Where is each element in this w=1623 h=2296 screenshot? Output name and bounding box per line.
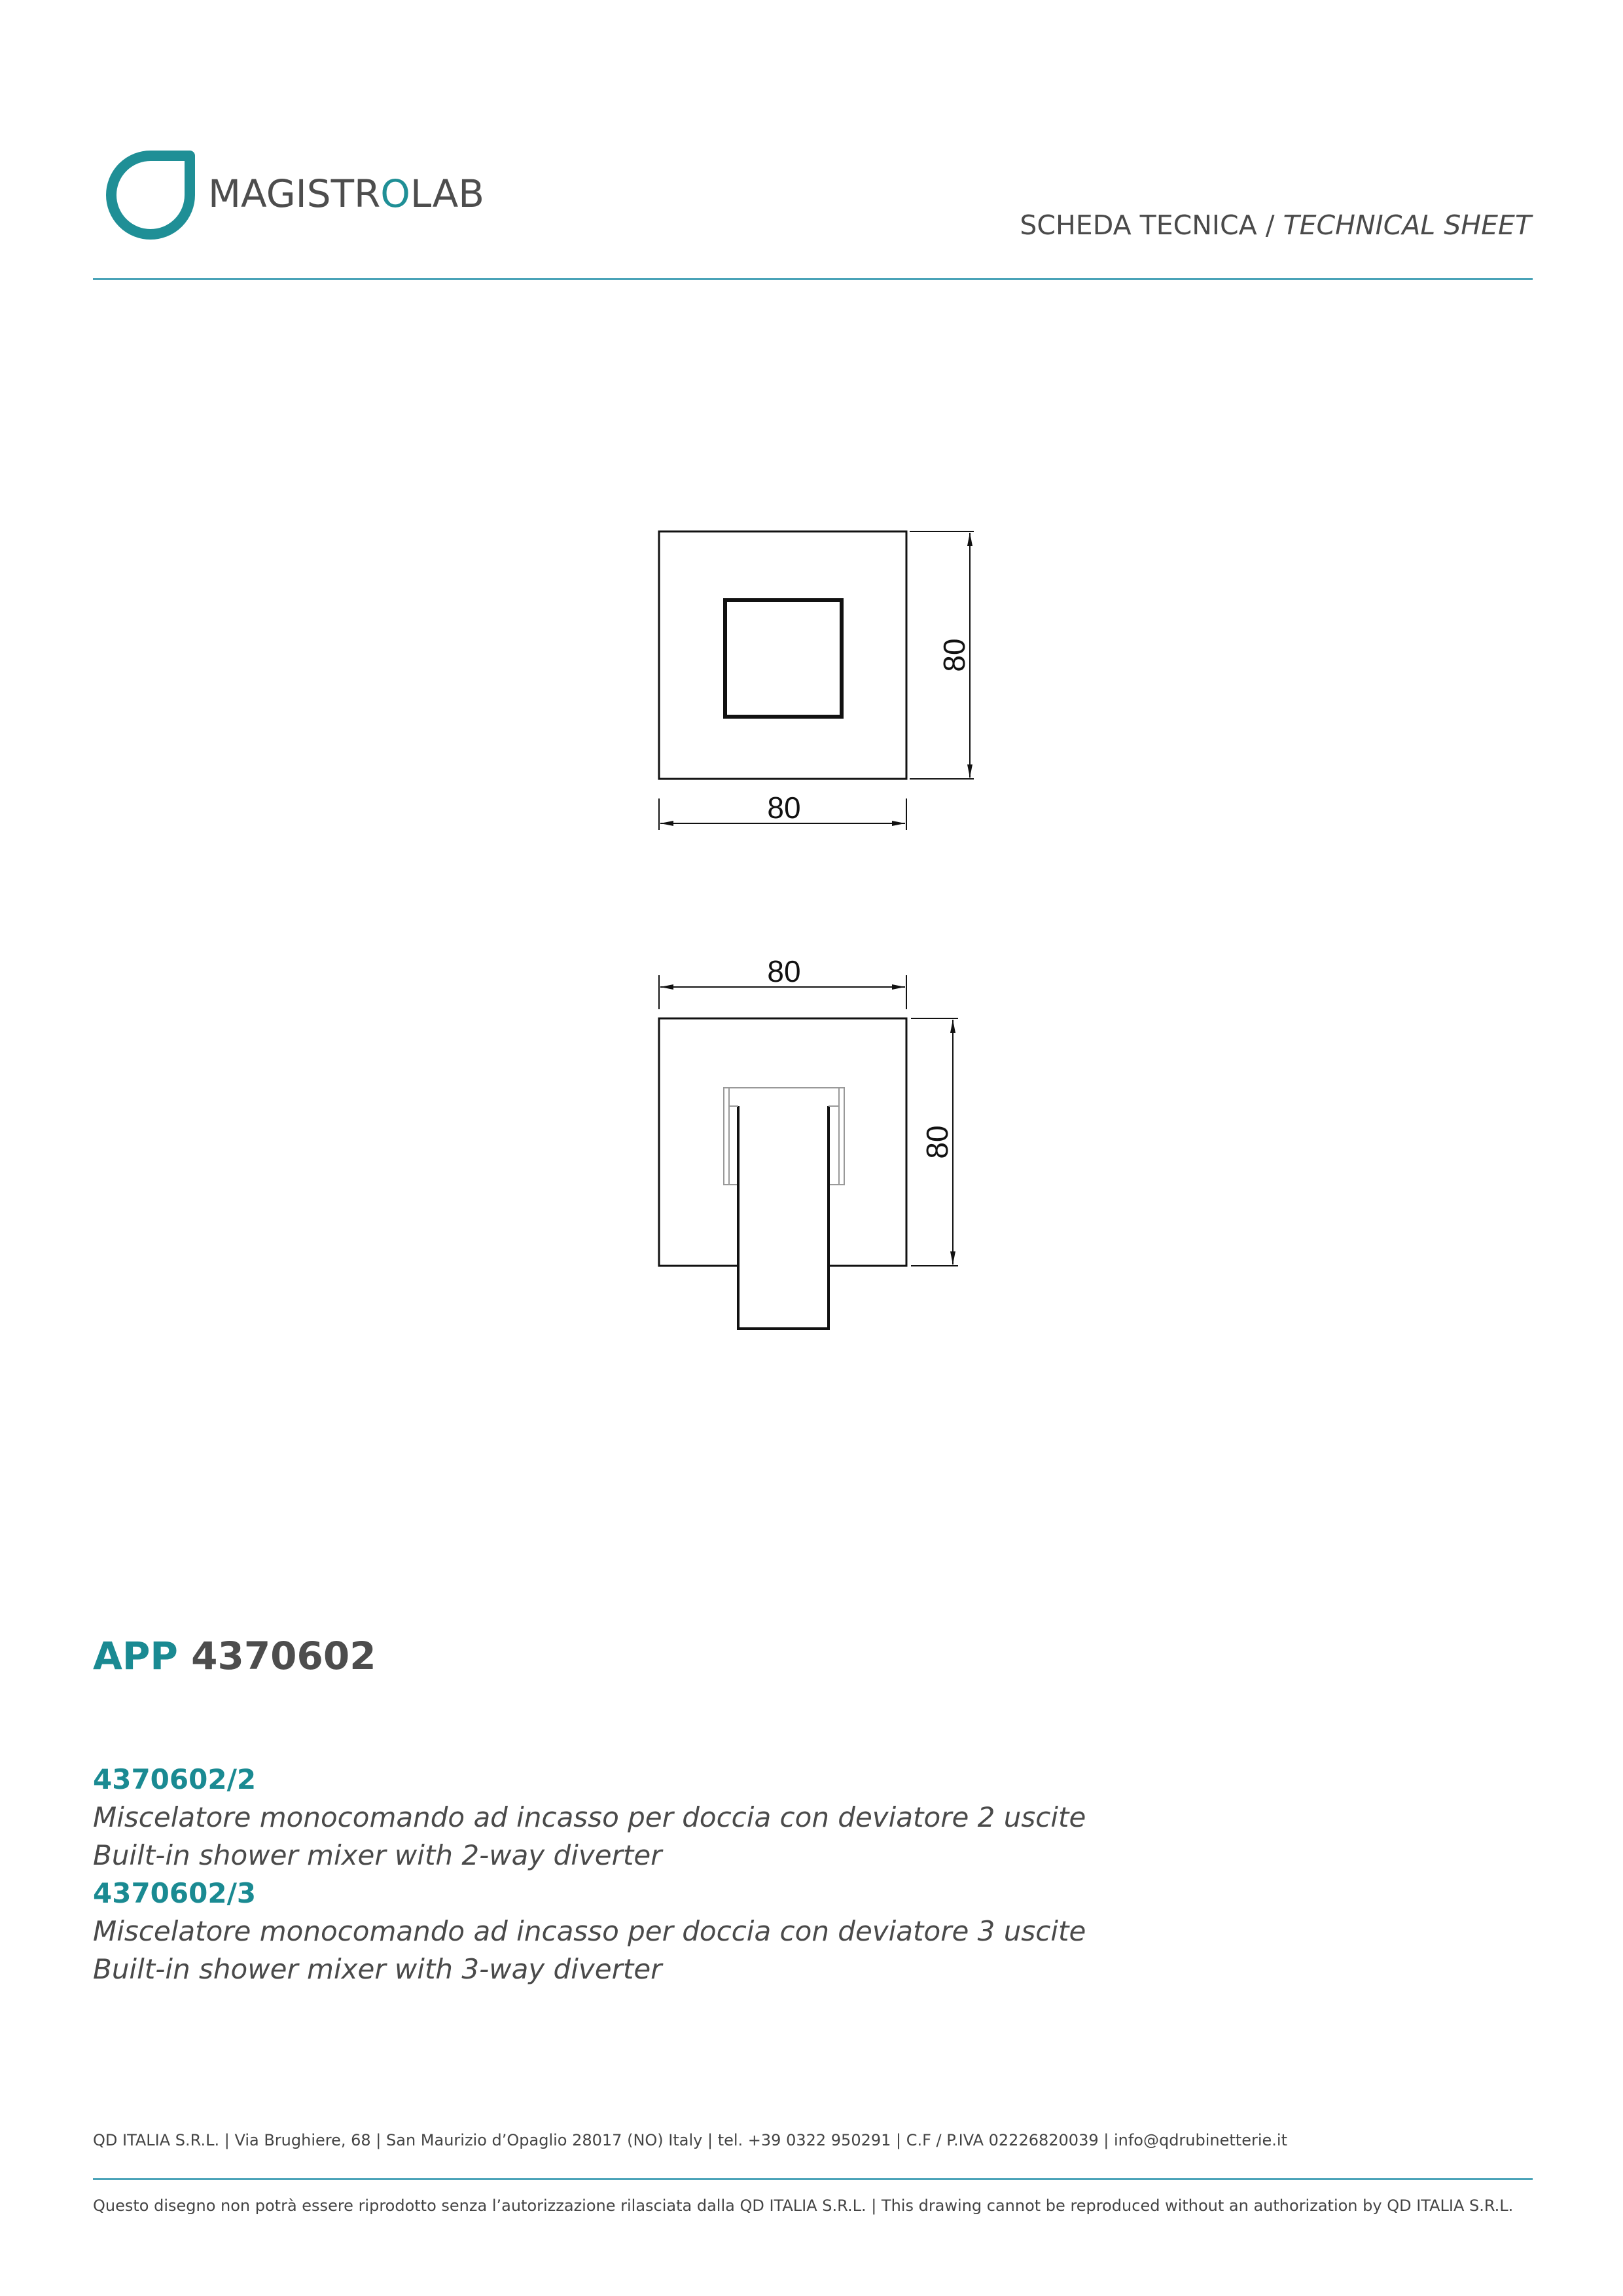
variant-item bbox=[93, 1874, 1533, 1988]
variant-code: 4370602/3 bbox=[93, 1877, 257, 1909]
front-height-label: 80 bbox=[937, 638, 971, 672]
front-width-label: 80 bbox=[767, 791, 801, 825]
variant-item bbox=[93, 1761, 1533, 1874]
side-handle-outline bbox=[738, 1106, 829, 1329]
variant-description-en: Built-in shower mixer with 2-way diverter bbox=[93, 1839, 662, 1871]
footer-copyright-note: Questo disegno non potrà essere riprodotto senza l’autorizzazione rilasciata dalla QD ITALIA S.R.L. | This drawing cannot be reproduced without an authorization by QD ITALIA S.R.L. bbox=[93, 2197, 1514, 2215]
footer-divider bbox=[93, 2178, 1533, 2180]
front-handle-outline bbox=[725, 600, 842, 717]
variant-list bbox=[93, 1761, 1533, 1988]
front-view bbox=[659, 531, 974, 830]
sheet-title-en: TECHNICAL SHEET bbox=[1283, 209, 1531, 241]
variant-code: 4370602/2 bbox=[93, 1763, 257, 1795]
product-title bbox=[93, 1634, 376, 1678]
side-height-label: 80 bbox=[920, 1125, 954, 1159]
brand-name: MAGISTROLAB bbox=[208, 171, 485, 216]
product-number: 4370602 bbox=[191, 1634, 376, 1678]
product-prefix: APP bbox=[93, 1634, 178, 1678]
variant-description-en: Built-in shower mixer with 3-way diverter bbox=[93, 1953, 662, 1985]
variant-description-it: Miscelatore monocomando ad incasso per doccia con deviatore 2 uscite bbox=[93, 1801, 1086, 1833]
sheet-title-it: SCHEDA TECNICA bbox=[1020, 209, 1257, 241]
side-width-label: 80 bbox=[767, 954, 801, 988]
variant-description-it: Miscelatore monocomando ad incasso per doccia con deviatore 3 uscite bbox=[93, 1915, 1086, 1947]
side-view bbox=[659, 954, 958, 1329]
sheet-title-separator: / bbox=[1257, 209, 1283, 241]
footer-address: QD ITALIA S.R.L. | Via Brughiere, 68 | San Maurizio d’Opaglio 28017 (NO) Italy | tel. +39 0322 950291 | C.F / P.IVA 02226820039 | info@qdrubinetterie.it bbox=[93, 2131, 1287, 2149]
front-plate-outline bbox=[659, 531, 906, 779]
